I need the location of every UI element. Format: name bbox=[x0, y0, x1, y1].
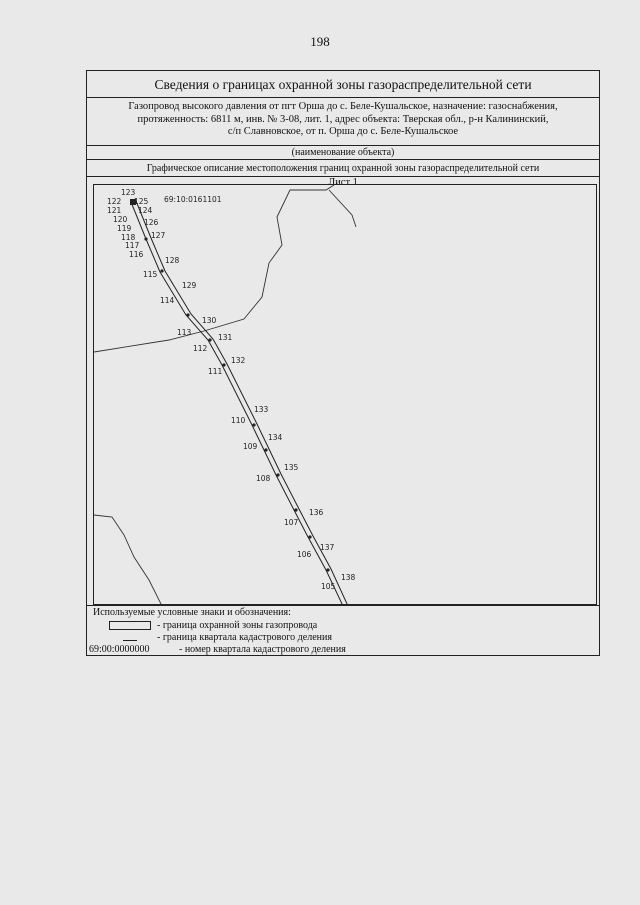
legend-text: - граница охранной зоны газопровода bbox=[157, 620, 318, 631]
point-label: 108 bbox=[256, 474, 271, 483]
document-title: Сведения о границах охранной зоны газораспределительной сети bbox=[87, 71, 599, 98]
point-label: 119 bbox=[117, 224, 132, 233]
point-marker bbox=[208, 338, 211, 341]
description-line-1: Газопровод высокого давления от пгт Орша до с. Беле-Кушальское, назначение: газоснабжения, bbox=[128, 101, 558, 112]
cadastral-boundary-upper bbox=[94, 185, 334, 352]
point-label: 128 bbox=[165, 256, 180, 265]
point-label: 125 bbox=[134, 197, 149, 206]
point-label: 122 bbox=[107, 197, 122, 206]
object-description bbox=[87, 98, 599, 146]
point-label: 110 bbox=[231, 416, 246, 425]
point-label: 132 bbox=[231, 356, 246, 365]
left-point-labels bbox=[107, 188, 336, 591]
point-label: 135 bbox=[284, 463, 299, 472]
legend-item-protection-zone bbox=[87, 620, 599, 632]
point-label: 133 bbox=[254, 405, 269, 414]
point-label: 107 bbox=[284, 518, 299, 527]
document-frame bbox=[86, 70, 600, 656]
point-label: 124 bbox=[138, 206, 153, 215]
cadastral-quarter-number: 69:10:0161101 bbox=[164, 195, 222, 204]
point-label: 115 bbox=[143, 270, 158, 279]
point-marker bbox=[160, 269, 163, 272]
point-marker bbox=[276, 473, 279, 476]
point-marker bbox=[222, 363, 225, 366]
point-label: 118 bbox=[121, 233, 136, 242]
right-point-labels bbox=[134, 197, 356, 582]
protection-zone-symbol bbox=[109, 621, 151, 630]
point-label: 134 bbox=[268, 433, 283, 442]
point-label: 131 bbox=[218, 333, 233, 342]
legend-item-quarter-number bbox=[87, 644, 599, 656]
point-label: 111 bbox=[208, 367, 223, 376]
point-label: 117 bbox=[125, 241, 140, 250]
cadastral-boundary-symbol bbox=[123, 640, 137, 641]
legend-title: Используемые условные знаки и обозначения: bbox=[93, 607, 291, 618]
point-label: 113 bbox=[177, 328, 192, 337]
cadastral-boundary-lower bbox=[94, 515, 162, 605]
legend-text: - граница квартала кадастрового деления bbox=[157, 632, 332, 643]
boundary-points bbox=[130, 199, 330, 572]
point-marker bbox=[186, 313, 189, 316]
object-name-caption: (наименование объекта) bbox=[87, 146, 599, 160]
point-label: 105 bbox=[321, 582, 336, 591]
point-marker bbox=[294, 508, 297, 511]
point-marker bbox=[326, 568, 329, 571]
point-label: 106 bbox=[297, 550, 312, 559]
cadastral-boundary-small bbox=[329, 190, 356, 227]
page-number: 198 bbox=[310, 34, 330, 49]
point-label: 129 bbox=[182, 281, 197, 290]
point-label: 136 bbox=[309, 508, 324, 517]
description-line-3: с/п Славновское, от п. Орша до с. Беле-Кушальское bbox=[227, 126, 459, 137]
point-label: 120 bbox=[113, 215, 128, 224]
quarter-number-symbol: 69:00:0000000 bbox=[89, 644, 150, 655]
point-marker bbox=[252, 423, 255, 426]
point-label: 137 bbox=[320, 543, 335, 552]
map-area bbox=[93, 184, 597, 605]
point-label: 130 bbox=[202, 316, 217, 325]
legend-item-cadastral-boundary bbox=[87, 632, 599, 644]
sheet-label: Лист 1 bbox=[328, 177, 358, 188]
point-label: 126 bbox=[144, 218, 159, 227]
gas-pipeline-map bbox=[94, 185, 597, 605]
point-label: 121 bbox=[107, 206, 122, 215]
point-marker bbox=[264, 448, 267, 451]
point-label: 109 bbox=[243, 442, 258, 451]
point-label: 123 bbox=[121, 188, 136, 197]
point-marker bbox=[144, 237, 147, 240]
point-label: 127 bbox=[151, 231, 166, 240]
legend-text: - номер квартала кадастрового деления bbox=[179, 644, 346, 655]
point-label: 114 bbox=[160, 296, 175, 305]
point-label: 112 bbox=[193, 344, 208, 353]
legend bbox=[87, 605, 599, 657]
point-marker bbox=[308, 535, 311, 538]
point-label: 116 bbox=[129, 250, 144, 259]
graphic-description: Графическое описание местоположения границ охранной зоны газораспределительной сети bbox=[87, 160, 599, 177]
point-label: 138 bbox=[341, 573, 356, 582]
description-line-2: протяженность: 6811 м, инв. № 3-08, лит. 1, адрес объекта: Тверская обл., р-н Калининский, bbox=[137, 113, 549, 125]
protection-zone-left-boundary bbox=[131, 202, 343, 605]
